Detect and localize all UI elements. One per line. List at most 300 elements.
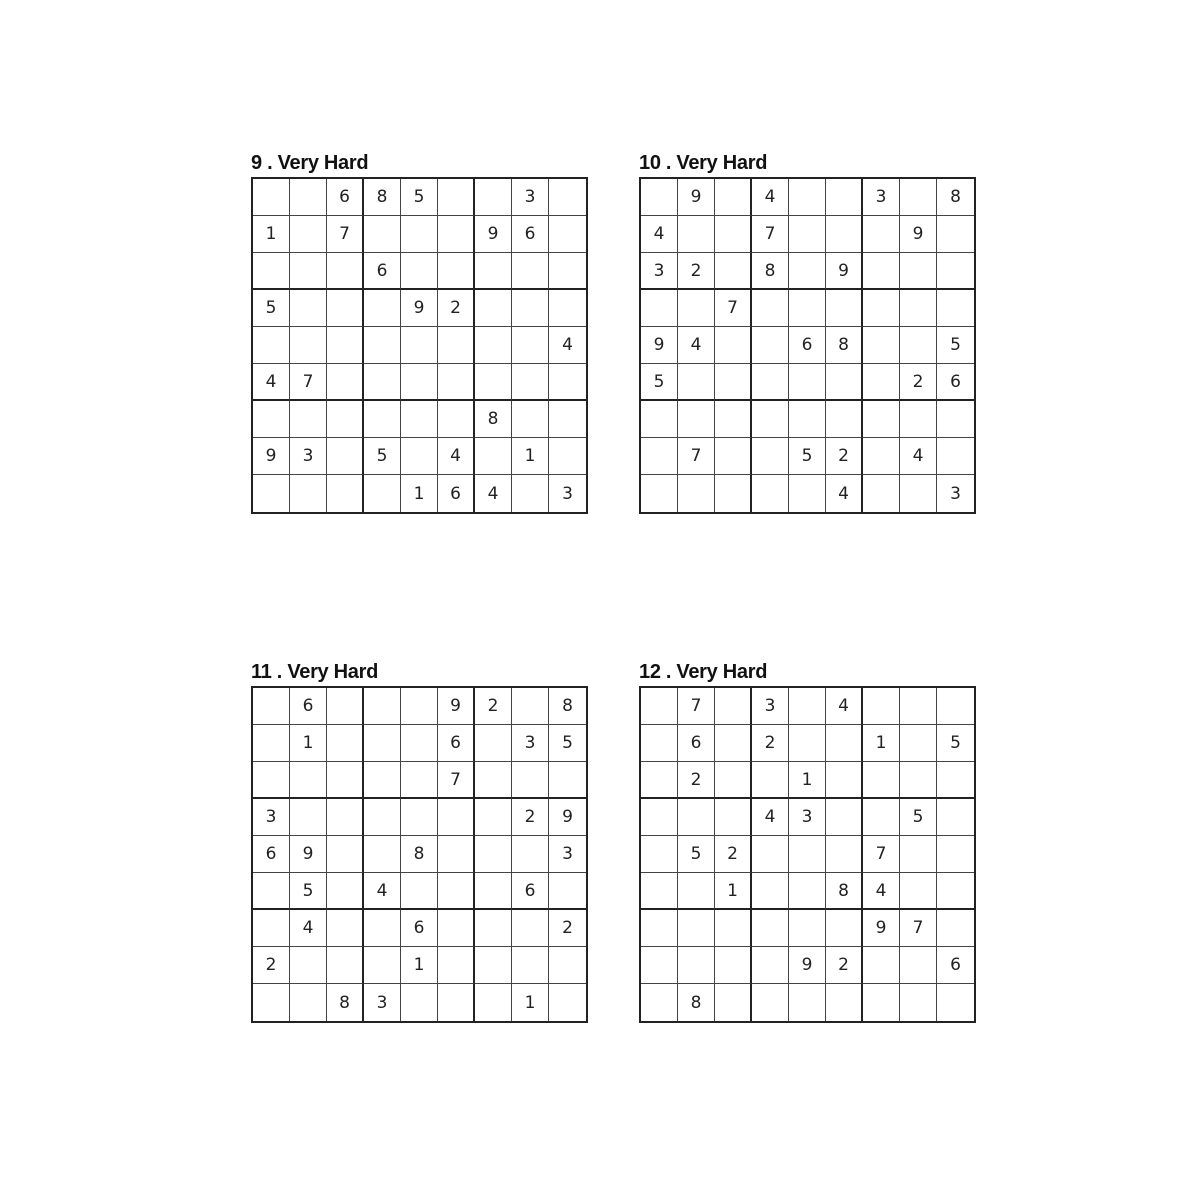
sudoku-cell[interactable] bbox=[253, 401, 290, 438]
sudoku-cell[interactable] bbox=[401, 725, 438, 762]
sudoku-cell[interactable]: 9 bbox=[401, 290, 438, 327]
sudoku-cell[interactable] bbox=[401, 253, 438, 290]
sudoku-cell[interactable]: 3 bbox=[290, 438, 327, 475]
sudoku-cell[interactable] bbox=[253, 725, 290, 762]
sudoku-cell[interactable]: 2 bbox=[715, 836, 752, 873]
sudoku-cell[interactable] bbox=[715, 947, 752, 984]
sudoku-cell[interactable] bbox=[327, 910, 364, 947]
sudoku-cell[interactable] bbox=[549, 401, 586, 438]
sudoku-cell[interactable] bbox=[364, 725, 401, 762]
sudoku-cell[interactable] bbox=[900, 475, 937, 512]
sudoku-cell[interactable] bbox=[789, 364, 826, 401]
sudoku-cell[interactable]: 3 bbox=[253, 799, 290, 836]
sudoku-cell[interactable] bbox=[937, 253, 974, 290]
sudoku-cell[interactable] bbox=[401, 799, 438, 836]
sudoku-cell[interactable] bbox=[290, 179, 327, 216]
sudoku-cell[interactable] bbox=[715, 799, 752, 836]
sudoku-cell[interactable] bbox=[789, 216, 826, 253]
sudoku-cell[interactable] bbox=[253, 179, 290, 216]
sudoku-cell[interactable]: 7 bbox=[678, 688, 715, 725]
sudoku-cell[interactable]: 1 bbox=[789, 762, 826, 799]
sudoku-cell[interactable] bbox=[715, 179, 752, 216]
sudoku-cell[interactable] bbox=[438, 984, 475, 1021]
sudoku-cell[interactable]: 9 bbox=[826, 253, 863, 290]
sudoku-cell[interactable] bbox=[253, 762, 290, 799]
sudoku-cell[interactable]: 9 bbox=[678, 179, 715, 216]
sudoku-cell[interactable] bbox=[512, 364, 549, 401]
sudoku-cell[interactable] bbox=[512, 290, 549, 327]
sudoku-cell[interactable]: 6 bbox=[937, 364, 974, 401]
sudoku-cell[interactable] bbox=[826, 216, 863, 253]
sudoku-cell[interactable]: 6 bbox=[364, 253, 401, 290]
sudoku-cell[interactable] bbox=[364, 290, 401, 327]
sudoku-cell[interactable] bbox=[715, 984, 752, 1021]
sudoku-cell[interactable]: 8 bbox=[364, 179, 401, 216]
sudoku-cell[interactable] bbox=[900, 290, 937, 327]
sudoku-cell[interactable]: 2 bbox=[826, 947, 863, 984]
sudoku-cell[interactable] bbox=[826, 401, 863, 438]
sudoku-cell[interactable] bbox=[549, 873, 586, 910]
sudoku-cell[interactable] bbox=[715, 475, 752, 512]
sudoku-cell[interactable] bbox=[438, 364, 475, 401]
sudoku-cell[interactable] bbox=[290, 401, 327, 438]
sudoku-cell[interactable] bbox=[789, 253, 826, 290]
sudoku-cell[interactable] bbox=[401, 762, 438, 799]
sudoku-cell[interactable] bbox=[900, 762, 937, 799]
sudoku-cell[interactable] bbox=[641, 984, 678, 1021]
sudoku-cell[interactable] bbox=[253, 910, 290, 947]
sudoku-cell[interactable] bbox=[475, 364, 512, 401]
sudoku-cell[interactable]: 8 bbox=[826, 873, 863, 910]
sudoku-cell[interactable]: 8 bbox=[752, 253, 789, 290]
sudoku-cell[interactable] bbox=[327, 438, 364, 475]
sudoku-cell[interactable] bbox=[937, 910, 974, 947]
sudoku-cell[interactable] bbox=[327, 688, 364, 725]
sudoku-cell[interactable] bbox=[641, 947, 678, 984]
sudoku-cell[interactable] bbox=[937, 873, 974, 910]
sudoku-cell[interactable]: 4 bbox=[863, 873, 900, 910]
sudoku-cell[interactable] bbox=[253, 253, 290, 290]
sudoku-cell[interactable] bbox=[364, 762, 401, 799]
sudoku-cell[interactable] bbox=[715, 762, 752, 799]
sudoku-cell[interactable] bbox=[290, 216, 327, 253]
sudoku-cell[interactable] bbox=[900, 688, 937, 725]
sudoku-cell[interactable] bbox=[678, 364, 715, 401]
sudoku-cell[interactable]: 5 bbox=[364, 438, 401, 475]
sudoku-cell[interactable] bbox=[512, 253, 549, 290]
sudoku-cell[interactable]: 4 bbox=[900, 438, 937, 475]
sudoku-cell[interactable]: 9 bbox=[253, 438, 290, 475]
sudoku-cell[interactable] bbox=[752, 401, 789, 438]
sudoku-cell[interactable]: 2 bbox=[253, 947, 290, 984]
sudoku-cell[interactable] bbox=[863, 438, 900, 475]
sudoku-cell[interactable] bbox=[752, 947, 789, 984]
sudoku-cell[interactable] bbox=[364, 327, 401, 364]
sudoku-cell[interactable]: 5 bbox=[900, 799, 937, 836]
sudoku-cell[interactable]: 5 bbox=[937, 327, 974, 364]
sudoku-cell[interactable] bbox=[364, 947, 401, 984]
sudoku-cell[interactable]: 2 bbox=[512, 799, 549, 836]
sudoku-cell[interactable] bbox=[364, 910, 401, 947]
sudoku-cell[interactable] bbox=[364, 799, 401, 836]
sudoku-cell[interactable]: 3 bbox=[549, 836, 586, 873]
sudoku-cell[interactable]: 3 bbox=[562, 483, 573, 504]
sudoku-cell[interactable]: 4 bbox=[290, 910, 327, 947]
sudoku-cell[interactable] bbox=[327, 725, 364, 762]
sudoku-cell[interactable] bbox=[290, 475, 327, 512]
sudoku-cell[interactable] bbox=[641, 910, 678, 947]
sudoku-cell[interactable]: 1 bbox=[715, 873, 752, 910]
sudoku-cell[interactable] bbox=[678, 947, 715, 984]
sudoku-cell[interactable] bbox=[900, 253, 937, 290]
sudoku-cell[interactable] bbox=[290, 762, 327, 799]
sudoku-cell[interactable] bbox=[789, 688, 826, 725]
sudoku-cell[interactable] bbox=[789, 475, 826, 512]
sudoku-cell[interactable] bbox=[789, 836, 826, 873]
sudoku-cell[interactable] bbox=[789, 873, 826, 910]
sudoku-cell[interactable] bbox=[512, 475, 549, 512]
sudoku-cell[interactable] bbox=[475, 947, 512, 984]
sudoku-cell[interactable] bbox=[327, 799, 364, 836]
sudoku-cell[interactable]: 9 bbox=[900, 216, 937, 253]
sudoku-cell[interactable] bbox=[549, 947, 586, 984]
sudoku-cell[interactable] bbox=[641, 179, 678, 216]
sudoku-cell[interactable] bbox=[937, 216, 974, 253]
sudoku-cell[interactable] bbox=[512, 688, 549, 725]
sudoku-cell[interactable] bbox=[752, 836, 789, 873]
sudoku-cell[interactable]: 7 bbox=[327, 216, 364, 253]
sudoku-cell[interactable]: 8 bbox=[475, 401, 512, 438]
sudoku-cell[interactable] bbox=[327, 253, 364, 290]
sudoku-cell[interactable] bbox=[475, 253, 512, 290]
sudoku-cell[interactable] bbox=[900, 327, 937, 364]
sudoku-cell[interactable]: 4 bbox=[752, 799, 789, 836]
sudoku-cell[interactable]: 8 bbox=[549, 688, 586, 725]
sudoku-cell[interactable] bbox=[401, 438, 438, 475]
sudoku-cell[interactable] bbox=[438, 873, 475, 910]
sudoku-cell[interactable] bbox=[364, 216, 401, 253]
sudoku-cell[interactable] bbox=[789, 290, 826, 327]
sudoku-cell[interactable] bbox=[863, 947, 900, 984]
sudoku-cell[interactable]: 7 bbox=[900, 910, 937, 947]
sudoku-cell[interactable]: 5 bbox=[678, 836, 715, 873]
sudoku-cell[interactable]: 3 bbox=[512, 725, 549, 762]
sudoku-cell[interactable] bbox=[789, 179, 826, 216]
sudoku-cell[interactable]: 7 bbox=[678, 438, 715, 475]
sudoku-cell[interactable] bbox=[549, 984, 586, 1021]
sudoku-cell[interactable] bbox=[327, 836, 364, 873]
sudoku-cell[interactable]: 6 bbox=[438, 475, 475, 512]
sudoku-cell[interactable] bbox=[826, 836, 863, 873]
sudoku-cell[interactable] bbox=[290, 947, 327, 984]
sudoku-cell[interactable]: 4 bbox=[475, 475, 512, 512]
sudoku-cell[interactable] bbox=[752, 984, 789, 1021]
sudoku-cell[interactable] bbox=[641, 475, 678, 512]
sudoku-cell[interactable]: 1 bbox=[253, 216, 290, 253]
sudoku-cell[interactable]: 8 bbox=[937, 179, 974, 216]
sudoku-cell[interactable] bbox=[826, 762, 863, 799]
sudoku-cell[interactable] bbox=[253, 873, 290, 910]
sudoku-cell[interactable]: 2 bbox=[826, 438, 863, 475]
sudoku-cell[interactable] bbox=[937, 438, 974, 475]
sudoku-cell[interactable] bbox=[290, 327, 327, 364]
sudoku-cell[interactable]: 2 bbox=[900, 364, 937, 401]
sudoku-cell[interactable]: 9 bbox=[475, 216, 512, 253]
sudoku-cell[interactable] bbox=[438, 401, 475, 438]
sudoku-cell[interactable] bbox=[826, 179, 863, 216]
sudoku-cell[interactable] bbox=[863, 401, 900, 438]
sudoku-cell[interactable] bbox=[789, 725, 826, 762]
sudoku-cell[interactable]: 6 bbox=[438, 725, 475, 762]
sudoku-cell[interactable]: 1 bbox=[863, 725, 900, 762]
sudoku-cell[interactable] bbox=[752, 438, 789, 475]
sudoku-cell[interactable] bbox=[253, 475, 290, 512]
sudoku-cell[interactable] bbox=[290, 799, 327, 836]
sudoku-cell[interactable] bbox=[715, 327, 752, 364]
sudoku-cell[interactable] bbox=[512, 910, 549, 947]
sudoku-cell[interactable] bbox=[937, 401, 974, 438]
sudoku-cell[interactable] bbox=[364, 364, 401, 401]
sudoku-cell[interactable] bbox=[641, 290, 678, 327]
sudoku-cell[interactable] bbox=[715, 688, 752, 725]
sudoku-cell[interactable]: 6 bbox=[327, 179, 364, 216]
sudoku-cell[interactable] bbox=[401, 401, 438, 438]
sudoku-cell[interactable] bbox=[290, 253, 327, 290]
sudoku-cell[interactable] bbox=[678, 799, 715, 836]
sudoku-cell[interactable] bbox=[826, 799, 863, 836]
sudoku-cell[interactable]: 2 bbox=[549, 910, 586, 947]
sudoku-cell[interactable] bbox=[715, 725, 752, 762]
sudoku-cell[interactable] bbox=[937, 290, 974, 327]
sudoku-cell[interactable] bbox=[327, 475, 364, 512]
sudoku-cell[interactable] bbox=[863, 364, 900, 401]
sudoku-cell[interactable] bbox=[475, 438, 512, 475]
sudoku-cell[interactable] bbox=[826, 984, 863, 1021]
sudoku-cell[interactable] bbox=[641, 401, 678, 438]
sudoku-cell[interactable] bbox=[900, 984, 937, 1021]
sudoku-cell[interactable] bbox=[512, 947, 549, 984]
sudoku-cell[interactable] bbox=[327, 873, 364, 910]
sudoku-cell[interactable] bbox=[549, 179, 586, 216]
sudoku-cell[interactable]: 1 bbox=[512, 984, 549, 1021]
sudoku-cell[interactable]: 5 bbox=[937, 725, 974, 762]
sudoku-cell[interactable]: 2 bbox=[752, 725, 789, 762]
sudoku-cell[interactable]: 1 bbox=[290, 725, 327, 762]
sudoku-cell[interactable] bbox=[364, 836, 401, 873]
sudoku-cell[interactable]: 3 bbox=[950, 483, 961, 504]
sudoku-cell[interactable] bbox=[253, 327, 290, 364]
sudoku-cell[interactable] bbox=[401, 984, 438, 1021]
sudoku-cell[interactable] bbox=[826, 725, 863, 762]
sudoku-cell[interactable] bbox=[641, 725, 678, 762]
sudoku-cell[interactable] bbox=[438, 836, 475, 873]
sudoku-cell[interactable] bbox=[253, 984, 290, 1021]
sudoku-cell[interactable]: 7 bbox=[290, 364, 327, 401]
sudoku-cell[interactable] bbox=[512, 327, 549, 364]
sudoku-cell[interactable] bbox=[789, 910, 826, 947]
sudoku-cell[interactable] bbox=[678, 290, 715, 327]
sudoku-cell[interactable] bbox=[752, 475, 789, 512]
sudoku-cell[interactable] bbox=[937, 688, 974, 725]
sudoku-cell[interactable]: 5 bbox=[549, 725, 586, 762]
sudoku-cell[interactable]: 6 bbox=[512, 216, 549, 253]
sudoku-cell[interactable] bbox=[401, 216, 438, 253]
sudoku-cell[interactable] bbox=[715, 216, 752, 253]
sudoku-cell[interactable] bbox=[475, 910, 512, 947]
sudoku-cell[interactable] bbox=[438, 799, 475, 836]
sudoku-cell[interactable] bbox=[937, 836, 974, 873]
sudoku-cell[interactable] bbox=[863, 290, 900, 327]
sudoku-cell[interactable] bbox=[826, 364, 863, 401]
sudoku-cell[interactable] bbox=[752, 327, 789, 364]
sudoku-cell[interactable] bbox=[512, 836, 549, 873]
sudoku-cell[interactable] bbox=[752, 910, 789, 947]
sudoku-cell[interactable]: 9 bbox=[641, 327, 678, 364]
sudoku-cell[interactable] bbox=[641, 873, 678, 910]
sudoku-cell[interactable] bbox=[678, 216, 715, 253]
sudoku-cell[interactable] bbox=[752, 873, 789, 910]
sudoku-cell[interactable] bbox=[401, 327, 438, 364]
sudoku-cell[interactable] bbox=[715, 253, 752, 290]
sudoku-cell[interactable]: 9 bbox=[549, 799, 586, 836]
sudoku-cell[interactable]: 8 bbox=[327, 984, 364, 1021]
sudoku-cell[interactable] bbox=[863, 762, 900, 799]
sudoku-cell[interactable]: 8 bbox=[678, 984, 715, 1021]
sudoku-cell[interactable] bbox=[641, 688, 678, 725]
sudoku-cell[interactable] bbox=[549, 290, 586, 327]
sudoku-cell[interactable] bbox=[900, 836, 937, 873]
sudoku-cell[interactable]: 6 bbox=[512, 873, 549, 910]
sudoku-cell[interactable] bbox=[937, 799, 974, 836]
sudoku-cell[interactable]: 6 bbox=[401, 910, 438, 947]
sudoku-cell[interactable] bbox=[549, 762, 586, 799]
sudoku-cell[interactable] bbox=[937, 984, 974, 1021]
sudoku-cell[interactable] bbox=[863, 799, 900, 836]
sudoku-cell[interactable] bbox=[475, 873, 512, 910]
sudoku-cell[interactable]: 7 bbox=[438, 762, 475, 799]
sudoku-cell[interactable] bbox=[789, 401, 826, 438]
sudoku-cell[interactable] bbox=[475, 762, 512, 799]
sudoku-cell[interactable] bbox=[475, 290, 512, 327]
sudoku-cell[interactable]: 2 bbox=[678, 253, 715, 290]
sudoku-cell[interactable] bbox=[438, 327, 475, 364]
sudoku-cell[interactable] bbox=[752, 762, 789, 799]
sudoku-cell[interactable] bbox=[715, 364, 752, 401]
sudoku-cell[interactable] bbox=[475, 984, 512, 1021]
sudoku-cell[interactable] bbox=[512, 762, 549, 799]
sudoku-cell[interactable] bbox=[715, 438, 752, 475]
sudoku-cell[interactable] bbox=[438, 179, 475, 216]
sudoku-cell[interactable] bbox=[438, 216, 475, 253]
sudoku-cell[interactable]: 4 bbox=[438, 438, 475, 475]
sudoku-cell[interactable]: 5 bbox=[253, 290, 290, 327]
sudoku-cell[interactable] bbox=[641, 836, 678, 873]
sudoku-cell[interactable]: 9 bbox=[863, 910, 900, 947]
sudoku-cell[interactable]: 7 bbox=[863, 836, 900, 873]
sudoku-cell[interactable] bbox=[900, 401, 937, 438]
sudoku-cell[interactable] bbox=[327, 762, 364, 799]
sudoku-cell[interactable]: 7 bbox=[752, 216, 789, 253]
sudoku-cell[interactable] bbox=[327, 401, 364, 438]
sudoku-cell[interactable] bbox=[900, 873, 937, 910]
sudoku-cell[interactable] bbox=[549, 364, 586, 401]
sudoku-cell[interactable]: 4 bbox=[364, 873, 401, 910]
sudoku-cell[interactable] bbox=[364, 475, 401, 512]
sudoku-cell[interactable]: 5 bbox=[641, 364, 678, 401]
sudoku-cell[interactable] bbox=[678, 475, 715, 512]
sudoku-cell[interactable] bbox=[327, 364, 364, 401]
sudoku-cell[interactable] bbox=[475, 799, 512, 836]
sudoku-cell[interactable] bbox=[475, 836, 512, 873]
sudoku-cell[interactable]: 6 bbox=[789, 327, 826, 364]
sudoku-cell[interactable] bbox=[401, 688, 438, 725]
sudoku-cell[interactable] bbox=[752, 364, 789, 401]
sudoku-cell[interactable]: 4 bbox=[253, 364, 290, 401]
sudoku-cell[interactable] bbox=[512, 401, 549, 438]
sudoku-cell[interactable] bbox=[401, 364, 438, 401]
sudoku-cell[interactable] bbox=[900, 947, 937, 984]
sudoku-cell[interactable] bbox=[863, 253, 900, 290]
sudoku-cell[interactable] bbox=[678, 873, 715, 910]
sudoku-cell[interactable] bbox=[549, 253, 586, 290]
sudoku-cell[interactable]: 9 bbox=[438, 688, 475, 725]
sudoku-cell[interactable]: 2 bbox=[475, 688, 512, 725]
sudoku-cell[interactable] bbox=[475, 725, 512, 762]
sudoku-cell[interactable] bbox=[826, 910, 863, 947]
sudoku-cell[interactable] bbox=[438, 253, 475, 290]
sudoku-cell[interactable] bbox=[401, 873, 438, 910]
sudoku-cell[interactable]: 5 bbox=[401, 179, 438, 216]
sudoku-cell[interactable]: 2 bbox=[678, 762, 715, 799]
sudoku-cell[interactable] bbox=[641, 438, 678, 475]
sudoku-cell[interactable]: 4 bbox=[641, 216, 678, 253]
sudoku-cell[interactable] bbox=[900, 725, 937, 762]
sudoku-cell[interactable] bbox=[641, 762, 678, 799]
sudoku-cell[interactable] bbox=[789, 984, 826, 1021]
sudoku-cell[interactable] bbox=[752, 290, 789, 327]
sudoku-cell[interactable] bbox=[327, 327, 364, 364]
sudoku-cell[interactable] bbox=[290, 290, 327, 327]
sudoku-cell[interactable] bbox=[937, 762, 974, 799]
sudoku-cell[interactable] bbox=[475, 179, 512, 216]
sudoku-cell[interactable] bbox=[900, 179, 937, 216]
sudoku-cell[interactable] bbox=[549, 216, 586, 253]
sudoku-cell[interactable]: 5 bbox=[789, 438, 826, 475]
sudoku-cell[interactable]: 8 bbox=[401, 836, 438, 873]
sudoku-cell[interactable] bbox=[715, 401, 752, 438]
sudoku-cell[interactable]: 8 bbox=[826, 327, 863, 364]
sudoku-cell[interactable] bbox=[715, 910, 752, 947]
sudoku-cell[interactable]: 4 bbox=[752, 179, 789, 216]
sudoku-cell[interactable] bbox=[364, 401, 401, 438]
sudoku-cell[interactable] bbox=[290, 984, 327, 1021]
sudoku-cell[interactable] bbox=[641, 799, 678, 836]
sudoku-cell[interactable]: 3 bbox=[512, 179, 549, 216]
sudoku-cell[interactable]: 6 bbox=[253, 836, 290, 873]
sudoku-cell[interactable] bbox=[253, 688, 290, 725]
sudoku-cell[interactable]: 6 bbox=[937, 947, 974, 984]
sudoku-cell[interactable]: 9 bbox=[789, 947, 826, 984]
sudoku-cell[interactable]: 7 bbox=[715, 290, 752, 327]
sudoku-cell[interactable]: 3 bbox=[789, 799, 826, 836]
sudoku-cell[interactable]: 1 bbox=[512, 438, 549, 475]
sudoku-cell[interactable] bbox=[678, 910, 715, 947]
sudoku-cell[interactable]: 9 bbox=[290, 836, 327, 873]
sudoku-cell[interactable]: 2 bbox=[438, 290, 475, 327]
sudoku-cell[interactable] bbox=[549, 438, 586, 475]
sudoku-cell[interactable] bbox=[438, 910, 475, 947]
sudoku-cell[interactable]: 6 bbox=[678, 725, 715, 762]
